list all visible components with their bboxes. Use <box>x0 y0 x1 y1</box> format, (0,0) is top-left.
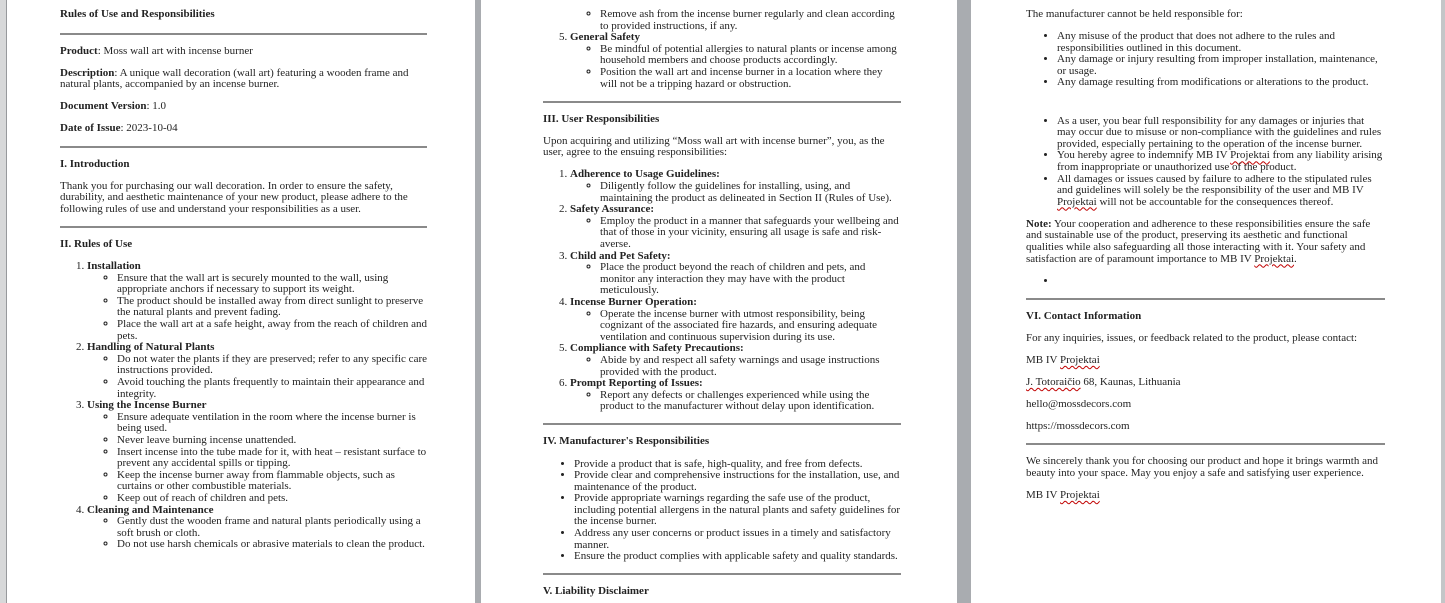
text-segment: The product should be installed away from direct sunlight to preserve the natural plants and prevent fading. <box>117 294 424 319</box>
sub-list-item <box>117 470 427 493</box>
section-divider <box>60 226 427 228</box>
sub-list <box>570 309 901 344</box>
sub-list <box>570 262 901 297</box>
meta-value: : Moss wall art with incense burner <box>97 44 253 57</box>
document-page-2 <box>481 0 957 603</box>
list-item-title: Safety Assurance: <box>570 203 655 216</box>
page-separator <box>957 0 971 603</box>
sub-list-item <box>600 216 901 251</box>
section-divider <box>1026 443 1385 445</box>
text-segment: https://mossdecors.com <box>1026 420 1130 433</box>
text-segment: Place the wall art at a safe height, away from the reach of children and pets. <box>117 318 427 342</box>
list-item <box>87 342 427 400</box>
list-item-title: Using the Incense Burner <box>87 399 207 412</box>
text-segment: will not be accountable for the consequences thereof. <box>1096 195 1334 208</box>
list-item <box>87 505 427 551</box>
text-segment: Employ the product in a manner that safeguards your wellbeing and that of those in your vicinity, ensuring all usage is safe and risk-averse. <box>600 214 899 250</box>
sub-list-item <box>117 516 427 539</box>
text-segment: Ensure the product complies with applicable safety and quality standards. <box>574 550 898 563</box>
list-item <box>1057 174 1385 209</box>
section-divider <box>543 423 901 425</box>
text-segment: Keep the incense burner away from flammable objects, such as curtains or other combustible materials. <box>117 468 395 493</box>
sub-list-item <box>600 309 901 344</box>
list-item-title: General Safety <box>570 31 640 44</box>
list-item <box>570 297 901 343</box>
introduction-text: Thank you for purchasing our wall decoration. In order to ensure the safety, durability, and aesthetic maintenance of your new product, please adhere to the following rules of use and understand your responsibilities as a user. <box>60 179 408 215</box>
list-item <box>570 343 901 378</box>
section-heading-manufacturer-responsibilities: IV. Manufacturer's Responsibilities <box>543 435 710 448</box>
window-left-edge <box>0 0 7 603</box>
text-segment: You hereby agree to indemnify MB IV <box>1057 149 1231 162</box>
list-item <box>1057 276 1385 288</box>
list-item-title: Installation <box>87 260 141 273</box>
contact-line-email <box>1026 399 1385 411</box>
text-segment: Never leave burning incense unattended. <box>117 433 297 446</box>
text-segment: Position the wall art and incense burner in a location where they will not be a tripping hazard or obstruction. <box>600 65 883 90</box>
text-segment: Place the product beyond the reach of children and pets, and monitor any interaction they may have with the product meticulously. <box>600 261 866 297</box>
text-segment: Be mindful of potential allergies to natural plants or incense among household members and choose products accordingly. <box>600 42 897 67</box>
sub-list <box>87 354 427 400</box>
text-segment: All damages or issues caused by failure to adhere to the stipulated rules and guidelines will solely be the responsibility of the user and MB IV <box>1057 172 1372 197</box>
sub-list <box>570 44 901 90</box>
sub-list <box>87 273 427 343</box>
rules-of-use-list-continued <box>543 32 901 90</box>
list-item <box>570 32 901 90</box>
list-item <box>570 204 901 250</box>
signature <box>1026 490 1385 502</box>
text-segment: Your cooperation and adherence to these responsibilities ensure the safe and sustainable use of the product, preserving its aesthetic and functional qualities while also safeguarding all those interacting with it. Your safety and satisfaction are of paramount importance to MB IV <box>1026 217 1371 265</box>
sub-list-item <box>117 412 427 435</box>
user-responsibilities-intro: Upon acquiring and utilizing “Moss wall art with incense burner”, you, as the user, agree to the ensuing responsibilities: <box>543 134 885 159</box>
not-responsible-list <box>1026 31 1385 89</box>
text-segment: Abide by and respect all safety warnings and usage instructions provided with the product. <box>600 353 880 378</box>
contact-intro: For any inquiries, issues, or feedback related to the product, please contact: <box>1026 331 1358 344</box>
meta-value: : 1.0 <box>146 100 167 113</box>
text-segment: hello@mossdecors.com <box>1026 398 1132 411</box>
document-page-3 <box>971 0 1441 603</box>
text-segment: Operate the incense burner with utmost responsibility, being cognizant of the associated fire hazards, and ensuring adequate ventilation and continuous supervision during its use. <box>600 307 878 343</box>
list-item-title: Adherence to Usage Guidelines: <box>570 168 720 181</box>
sub-list-item <box>117 354 427 377</box>
meta-version <box>60 101 427 113</box>
meta-value: : A unique wall decoration (wall art) featuring a wooden frame and natural plants, accompanied by an incense burner. <box>60 66 409 91</box>
list-item <box>1057 54 1385 77</box>
section-divider <box>543 101 901 103</box>
list-item <box>600 9 901 32</box>
contact-line-company <box>1026 355 1385 367</box>
meta-value: : 2023-10-04 <box>120 122 178 135</box>
text-segment: Do not use harsh chemicals or abrasive materials to clean the product. <box>117 538 425 551</box>
list-item <box>574 493 901 528</box>
section-heading-user-responsibilities: III. User Responsibilities <box>543 112 660 125</box>
section-heading-introduction: I. Introduction <box>60 157 130 170</box>
sub-list-item <box>600 355 901 378</box>
list-item-title: Cleaning and Maintenance <box>87 503 214 516</box>
text-segment: Gently dust the wooden frame and natural plants periodically using a soft brush or cloth. <box>117 515 421 539</box>
meta-product <box>60 46 427 58</box>
sub-list <box>570 355 901 378</box>
text-segment: Projektai <box>1060 489 1100 502</box>
sub-list-item <box>117 377 427 400</box>
closing-paragraph: We sincerely thank you for choosing our product and hope it brings warmth and beauty into your space. May you enjoy a safe and satisfying user experience. <box>1026 455 1378 479</box>
list-item <box>1057 31 1385 54</box>
text-segment: Provide a product that is safe, high-quality, and free from defects. <box>574 457 863 470</box>
meta-label: Description <box>60 66 115 79</box>
contact-line-website <box>1026 421 1385 433</box>
list-item <box>570 378 901 413</box>
section-divider <box>543 573 901 575</box>
text-segment: Insert incense into the tube made for it, with heat – resistant surface to prevent any accidental spills or tipping. <box>117 445 427 470</box>
text-segment: Projektai <box>1060 353 1100 366</box>
section-divider <box>60 146 427 148</box>
text-segment: Remove ash from the incense burner regularly and clean according to provided instructions, if any. <box>600 8 895 32</box>
list-item <box>1057 150 1385 173</box>
blank-space <box>1026 100 1385 116</box>
section-divider <box>60 33 427 35</box>
text-segment: Keep out of reach of children and pets. <box>117 491 289 504</box>
user-responsibilities-list <box>543 169 901 412</box>
sub-list-item <box>117 319 427 342</box>
text-segment: Provide clear and comprehensive instructions for the installation, use, and maintenance of the product. <box>574 469 900 493</box>
list-item-title: Handling of Natural Plants <box>87 341 215 354</box>
sub-list-item <box>600 67 901 90</box>
sub-list-item <box>600 44 901 67</box>
liability-intro: The manufacturer cannot be held responsible for: <box>1026 8 1243 20</box>
list-item <box>574 470 901 493</box>
text-segment: from any liability arising from inappropriate or unauthorized use of the product. <box>1057 149 1383 173</box>
list-item <box>1057 77 1385 89</box>
list-item-title: Child and Pet Safety: <box>570 249 671 262</box>
list-item <box>1057 116 1385 151</box>
sub-list-item <box>600 262 901 297</box>
sub-list <box>570 216 901 251</box>
list-item <box>87 261 427 342</box>
section-heading-contact-information: VI. Contact Information <box>1026 309 1142 322</box>
sub-list-item <box>117 539 427 551</box>
rules-continuation-list <box>570 9 901 32</box>
text-segment: Provide appropriate warnings regarding the safe use of the product, including potential allergens in the natural plants and safety guidelines for the incense burner. <box>574 492 901 528</box>
text-segment: Projektai <box>1230 149 1270 162</box>
list-item <box>570 169 901 204</box>
text-segment: Do not water the plants if they are preserved; refer to any specific care instructions provided. <box>117 352 427 377</box>
text-segment: Any damage or injury resulting from improper installation, maintenance, or usage. <box>1057 53 1378 77</box>
section-heading-liability-disclaimer: V. Liability Disclaimer <box>543 585 649 598</box>
contact-line-address <box>1026 377 1385 389</box>
meta-label: Product <box>60 44 98 57</box>
text-segment: MB IV <box>1026 489 1061 502</box>
text-segment: MB IV <box>1026 353 1061 366</box>
sub-list <box>570 390 901 413</box>
sub-list-item <box>600 390 901 413</box>
meta-label: Date of Issue <box>60 122 121 135</box>
text-segment: . <box>1294 252 1297 265</box>
empty-bullet-list <box>1026 276 1385 288</box>
sub-list <box>87 412 427 505</box>
text-segment: Projektai <box>1057 195 1097 208</box>
text-segment: Ensure adequate ventilation in the room where the incense burner is being used. <box>117 410 416 435</box>
document-title: Rules of Use and Responsibilities <box>60 8 215 20</box>
text-segment: Any misuse of the product that does not adhere to the rules and responsibilities outlined in this document. <box>1057 30 1335 54</box>
section-divider <box>1026 298 1385 300</box>
meta-date <box>60 123 427 135</box>
document-page-1 <box>7 0 475 603</box>
sub-list-item <box>117 447 427 470</box>
list-item <box>87 400 427 504</box>
text-segment: As a user, you bear full responsibility for any damages or injuries that may occur due to misuse or non-compliance with the guidelines and rules provided, especially pertaining to the operation of the incense burner. <box>1057 114 1382 150</box>
user-liability-list <box>1026 116 1385 209</box>
manufacturer-responsibilities-list <box>543 459 901 563</box>
section-heading-rules-of-use: II. Rules of Use <box>60 237 133 250</box>
list-item <box>574 528 901 551</box>
text-segment: Diligently follow the guidelines for installing, using, and maintaining the product as delineated in Section II (Rules of Use). <box>600 180 892 204</box>
text-segment: Report any defects or challenges experienced while using the product to the manufacturer without delay upon identification. <box>600 388 875 413</box>
text-segment: Projektai <box>1254 252 1295 265</box>
list-item <box>574 551 901 563</box>
list-item-title: Prompt Reporting of Issues: <box>570 377 703 390</box>
text-segment: Avoid touching the plants frequently to maintain their appearance and integrity. <box>117 375 425 400</box>
list-item <box>570 251 901 297</box>
list-item-title: Incense Burner Operation: <box>570 295 697 308</box>
sub-list-item <box>117 273 427 296</box>
text-segment: Ensure that the wall art is securely mounted to the wall, using appropriate anchors if necessary to support its weight. <box>117 271 389 296</box>
list-item-title: Compliance with Safety Precautions: <box>570 342 744 355</box>
meta-description <box>60 68 427 91</box>
window-right-edge <box>1441 0 1445 603</box>
text-segment: 68, Kaunas, Lithuania <box>1080 376 1181 389</box>
sub-list <box>87 516 427 551</box>
text-segment: J. Totoraičio <box>1026 376 1081 389</box>
sub-list-item <box>600 181 901 204</box>
rules-of-use-list <box>60 261 427 551</box>
sub-list-item <box>117 296 427 319</box>
sub-list <box>570 181 901 204</box>
meta-label: Document Version <box>60 100 147 113</box>
text-segment: Address any user concerns or product issues in a timely and satisfactory manner. <box>574 527 891 551</box>
text-segment: Any damage resulting from modifications or alterations to the product. <box>1057 76 1369 89</box>
text-segment: Note: <box>1026 217 1052 230</box>
note-paragraph <box>1026 219 1385 265</box>
